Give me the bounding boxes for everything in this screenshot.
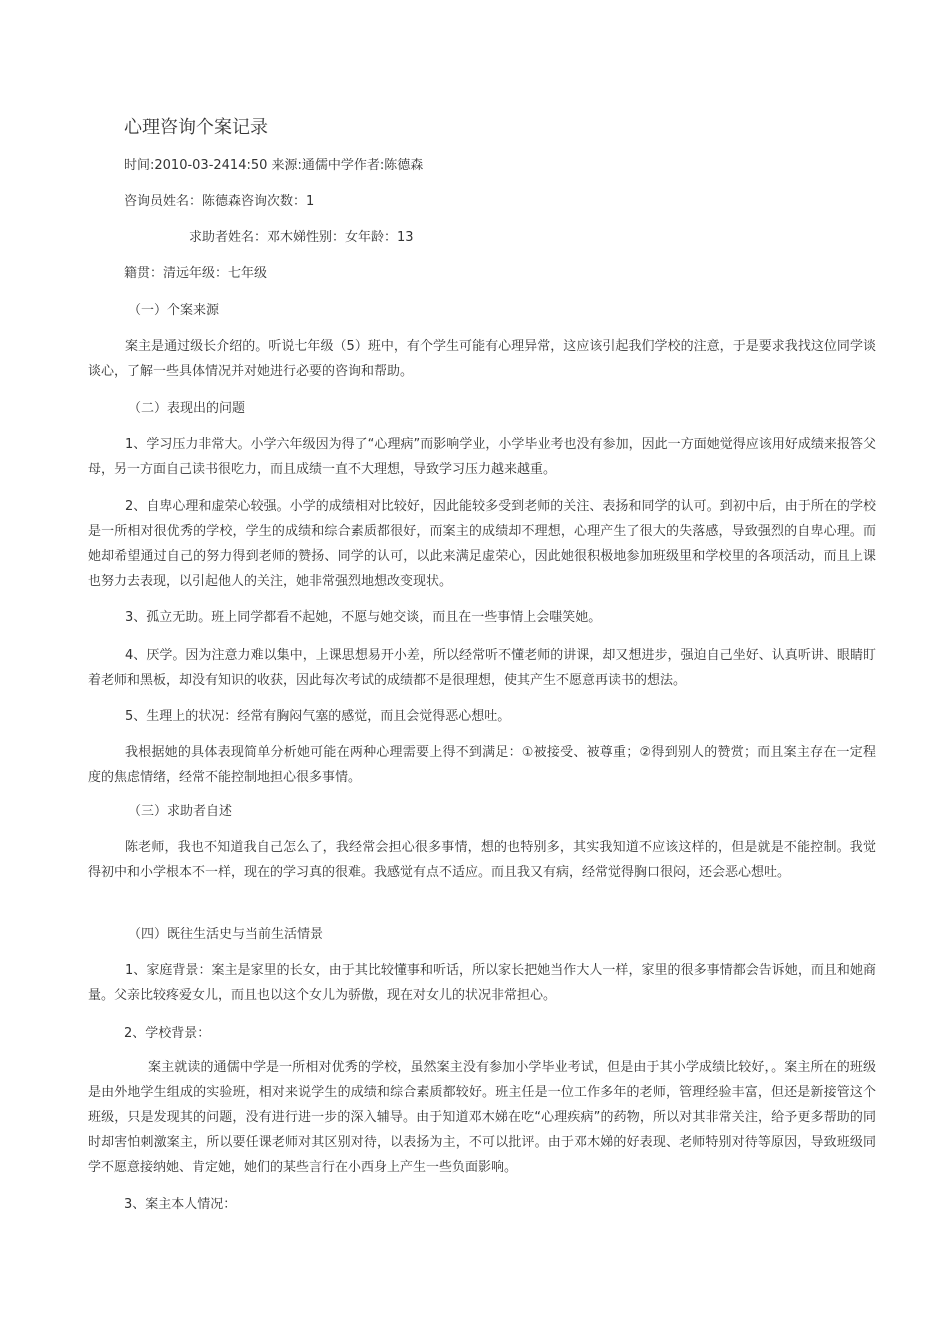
page-title: 心理咨询个案记录 <box>124 117 268 138</box>
section-heading-4: （四）既往生活史与当前生活情景 <box>128 927 324 942</box>
paragraph-problem-5: 5、生理上的状况：经常有胸闷气塞的感觉，而且会觉得恶心想吐。 <box>125 709 511 724</box>
paragraph-problem-3: 3、孤立无助。班上同学都看不起她，不愿与她交谈，而且在一些事情上会嗤笑她。 <box>125 610 602 625</box>
section-heading-2: （二）表现出的问题 <box>128 401 246 416</box>
paragraph-self-report: 陈老师，我也不知道我自己怎么了，我经常会担心很多事情，想的也特别多，其实我知道不应该这样的，但是就是不能控制。我觉得初中和小学根本不一样，现在的学习真的很难。我感觉有点不适应。而且我又有病，经常觉得胸口很闷，还会恶心想吐。 <box>88 840 876 880</box>
section-heading-3: （三）求助者自述 <box>128 804 233 819</box>
counselor-line: 咨询员姓名：陈德森咨询次数：1 <box>124 194 315 209</box>
client-line: 求助者姓名：邓木娣性别：女年龄：13 <box>189 230 414 245</box>
school-background-heading: 2、学校背景： <box>124 1026 211 1041</box>
paragraph-problem-1: 1、学习压力非常大。小学六年级因为得了“心理病”而影响学业，小学毕业考也没有参加，因此一方面她觉得应该用好成绩来报答父母，另一方面自己读书很吃力，而且成绩一直不大理想，导致学习压力越来越重。 <box>88 437 876 477</box>
paragraph-analysis: 我根据她的具体表现简单分析她可能在两种心理需要上得不到满足：①被接受、被尊重；②得到别人的赞赏；而且案主存在一定程度的焦虑情绪，经常不能控制地担心很多事情。 <box>88 745 876 785</box>
meta-line: 时间:2010-03-2414:50 来源:通儒中学作者:陈德森 <box>124 158 424 173</box>
self-situation-heading: 3、案主本人情况： <box>124 1197 237 1212</box>
paragraph-school-background: 案主就读的通儒中学是一所相对优秀的学校，虽然案主没有参加小学毕业考试，但是由于其小学成绩比较好，。案主所在的班级是由外地学生组成的实验班，相对来说学生的成绩和综合素质都较好。班主任是一位工作多年的老师，管理经验丰富，但还是新接管这个班级，只是发现其的问题，没有进行进一步的深入辅导。由于知道邓木娣在吃“心理疾病”的药物，所以对其非常关注，给予更多帮助的同时却害怕刺激案主，所以要任课老师对其区别对待，以表扬为主，不可以批评。由于邓木娣的好表现、老师特别对待等原因，导致班级同学不愿意接纳她、肯定她，她们的某些言行在小西身上产生一些负面影响。 <box>88 1060 876 1175</box>
paragraph-problem-2: 2、自卑心理和虚荣心较强。小学的成绩相对比较好，因此能较多受到老师的关注、表扬和同学的认可。到初中后，由于所在的学校是一所相对很优秀的学校，学生的成绩和综合素质都很好，而案主的成绩却不理想，心理产生了很大的失落感，导致强烈的自卑心理。而她却希望通过自己的努力得到老师的赞扬、同学的认可，以此来满足虚荣心，因此她很积极地参加班级里和学校里的各项活动，而且上课也努力去表现，以引起他人的关注，她非常强烈地想改变现状。 <box>88 499 876 589</box>
section-heading-1: （一）个案来源 <box>128 303 220 318</box>
paragraph-family-background: 1、家庭背景：案主是家里的长女，由于其比较懂事和听话，所以家长把她当作大人一样，家里的很多事情都会告诉她，而且和她商量。父亲比较疼爱女儿，而且也以这个女儿为骄傲，现在对女儿的状况非常担心。 <box>88 963 876 1003</box>
paragraph-case-source: 案主是通过级长介绍的。听说七年级（5）班中，有个学生可能有心理异常，这应该引起我们学校的注意，于是要求我找这位同学谈谈心，了解一些具体情况并对她进行必要的咨询和帮助。 <box>88 339 876 379</box>
paragraph-problem-4: 4、厌学。因为注意力难以集中，上课思想易开小差，所以经常听不懂老师的讲课，却又想进步，强迫自己坐好、认真听讲、眼睛盯着老师和黑板，却没有知识的收获，因此每次考试的成绩都不是很理想，使其产生不愿意再读书的想法。 <box>88 648 876 688</box>
origin-line: 籍贯：清远年级：七年级 <box>124 266 268 281</box>
